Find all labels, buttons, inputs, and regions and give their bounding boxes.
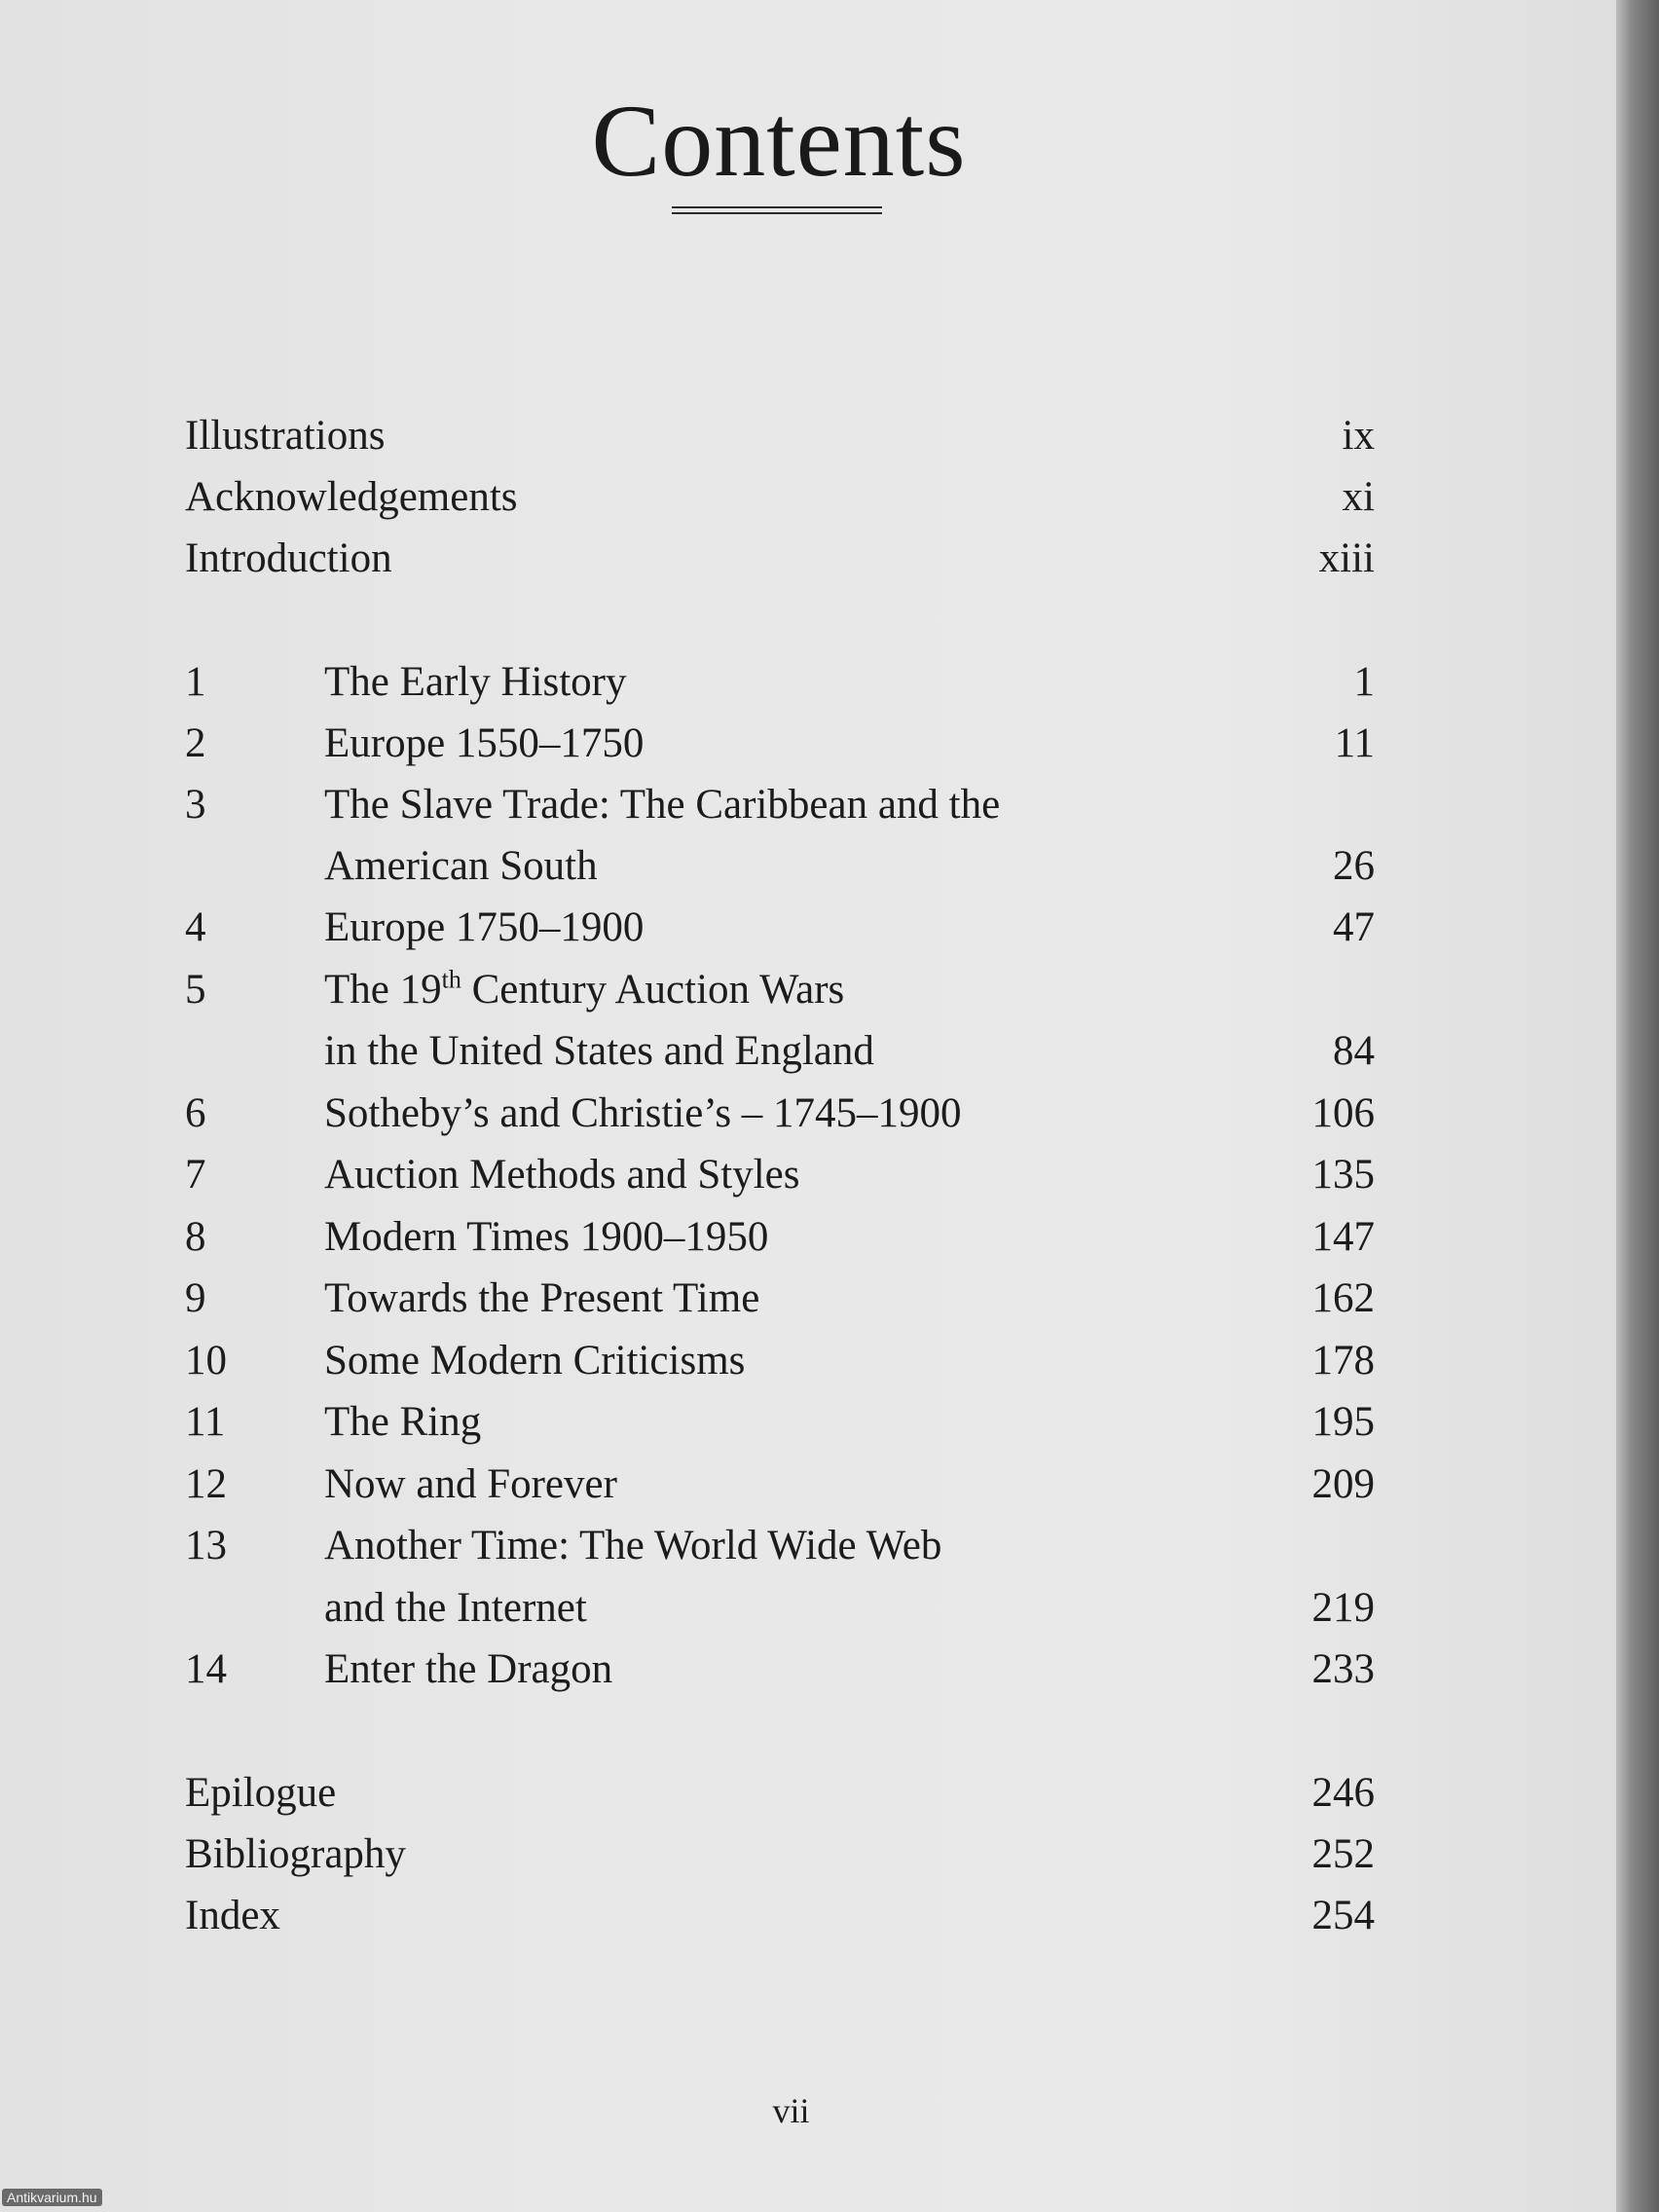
toc-chapter-6 <box>185 1083 1375 1145</box>
toc-entry-label: Bibliography <box>185 1831 406 1877</box>
chapter-title: Auction Methods and Styles <box>324 1152 800 1198</box>
toc-chapter-7 <box>185 1144 1375 1206</box>
chapter-title: The Ring <box>324 1399 482 1445</box>
chapter-page: 147 <box>1311 1214 1375 1260</box>
chapter-page: 26 <box>1333 843 1375 889</box>
toc-chapter-2 <box>185 713 1375 775</box>
chapter-title-continued: in the United States and England <box>324 1028 874 1074</box>
chapter-title: Europe 1750–1900 <box>324 904 645 950</box>
chapter-title-part: Century Auction Wars <box>461 967 845 1013</box>
chapter-number: 7 <box>185 1152 206 1198</box>
page-edge-shadow <box>1616 0 1659 2212</box>
page-title: Contents <box>591 84 967 198</box>
toc-chapter-1 <box>185 651 1375 714</box>
chapter-title: Sotheby’s and Christie’s – 1745–1900 <box>324 1090 962 1136</box>
ordinal-superscript: th <box>441 965 461 994</box>
toc-entry-epilogue <box>185 1762 1375 1825</box>
chapter-number: 10 <box>185 1338 227 1383</box>
watermark: Antikvarium.hu <box>2 2189 102 2206</box>
toc-chapter-5 <box>185 959 1375 1021</box>
chapter-title-part: The 19 <box>324 967 442 1013</box>
toc-entry-label: Introduction <box>185 535 392 581</box>
chapter-number: 13 <box>185 1523 227 1568</box>
chapter-page: 219 <box>1311 1585 1375 1631</box>
toc-chapter-13-continued <box>185 1577 1375 1640</box>
chapter-number: 9 <box>185 1275 206 1321</box>
chapter-number: 1 <box>185 659 206 705</box>
toc-entry-bibliography <box>185 1824 1375 1886</box>
chapter-title: Some Modern Criticisms <box>324 1338 746 1383</box>
toc-entry-page: xi <box>1342 474 1375 520</box>
chapter-number: 14 <box>185 1646 227 1692</box>
chapter-page: 178 <box>1311 1338 1375 1383</box>
chapter-number: 11 <box>185 1399 226 1445</box>
toc-chapter-12 <box>185 1454 1375 1516</box>
toc-chapter-5-continued <box>185 1020 1375 1083</box>
chapter-title: The Slave Trade: The Caribbean and the <box>324 782 1001 828</box>
toc-entry-page: 254 <box>1311 1893 1375 1938</box>
toc-chapter-3-continued <box>185 835 1375 898</box>
chapter-page: 162 <box>1311 1275 1375 1321</box>
toc-entry-page: ix <box>1342 413 1375 459</box>
chapter-title: Now and Forever <box>324 1461 617 1507</box>
page-number: vii <box>772 2091 810 2130</box>
chapter-title: Modern Times 1900–1950 <box>324 1214 769 1260</box>
toc-entry-page: xiii <box>1318 535 1375 581</box>
chapter-number: 6 <box>185 1090 206 1136</box>
toc-entry-acknowledgements <box>185 466 1375 529</box>
chapter-number: 4 <box>185 904 206 950</box>
chapter-page: 135 <box>1311 1152 1375 1198</box>
title-double-rule <box>672 206 882 214</box>
toc-chapter-13 <box>185 1515 1375 1577</box>
toc-entry-label: Index <box>185 1893 280 1938</box>
chapter-number: 12 <box>185 1461 227 1507</box>
toc-chapter-14 <box>185 1639 1375 1701</box>
toc-chapter-4 <box>185 897 1375 959</box>
toc-chapter-3 <box>185 774 1375 836</box>
toc-entry-page: 252 <box>1311 1831 1375 1877</box>
chapter-title: Enter the Dragon <box>324 1646 613 1692</box>
chapter-title-continued: American South <box>324 843 598 889</box>
chapter-page: 11 <box>1334 720 1375 766</box>
chapter-page: 1 <box>1353 659 1375 705</box>
toc-entry-label: Illustrations <box>185 413 386 459</box>
chapter-page: 106 <box>1311 1090 1375 1136</box>
chapter-title-continued: and the Internet <box>324 1585 587 1631</box>
chapter-title: Towards the Present Time <box>324 1275 760 1321</box>
toc-entry-label: Acknowledgements <box>185 474 518 520</box>
toc-chapter-10 <box>185 1330 1375 1392</box>
toc-chapter-11 <box>185 1391 1375 1454</box>
chapter-title: Europe 1550–1750 <box>324 720 645 766</box>
toc-entry-illustrations <box>185 405 1375 467</box>
chapter-page: 195 <box>1311 1399 1375 1445</box>
toc-chapter-9 <box>185 1268 1375 1330</box>
chapter-title: The Early History <box>324 659 627 705</box>
chapter-title: Another Time: The World Wide Web <box>324 1523 942 1568</box>
chapter-page: 84 <box>1333 1028 1375 1074</box>
chapter-number: 5 <box>185 967 206 1013</box>
chapter-page: 233 <box>1311 1646 1375 1692</box>
chapter-number: 3 <box>185 782 206 828</box>
chapter-number: 2 <box>185 720 206 766</box>
toc-entry-label: Epilogue <box>185 1770 337 1816</box>
chapter-page: 209 <box>1311 1461 1375 1507</box>
chapter-page: 47 <box>1333 904 1375 950</box>
toc-entry-page: 246 <box>1311 1770 1375 1816</box>
toc-entry-introduction <box>185 528 1375 590</box>
chapter-number: 8 <box>185 1214 206 1260</box>
toc-chapter-8 <box>185 1206 1375 1269</box>
toc-entry-index <box>185 1885 1375 1947</box>
chapter-title <box>324 959 844 1021</box>
